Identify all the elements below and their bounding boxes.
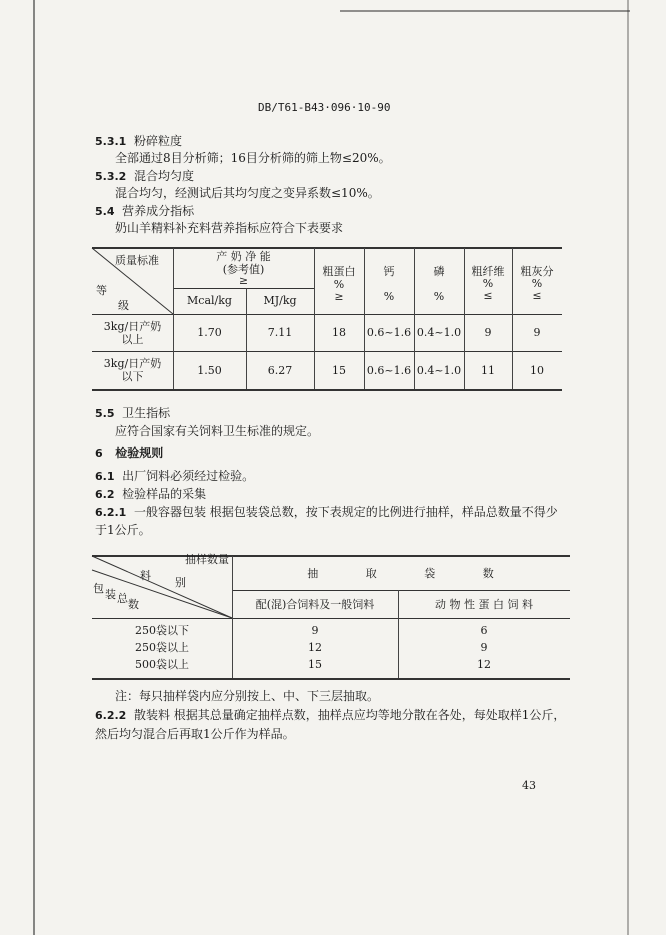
section-number: 6.2.1 bbox=[95, 506, 127, 519]
section-text: 散装料 根据其总量确定抽样点数，抽样点应均等地分散在各处，每处取样1公斤， bbox=[133, 708, 566, 722]
table-cell-animal: 12 bbox=[477, 658, 491, 671]
section-5-3-2-heading bbox=[95, 168, 194, 185]
section-6-2-2-line1 bbox=[95, 707, 565, 724]
table-row-grade: 3kg/日产奶 bbox=[103, 320, 162, 333]
table-cell-protein: 18 bbox=[332, 326, 346, 339]
section-number: 5.3.2 bbox=[95, 170, 127, 183]
table-cell-ash: 10 bbox=[530, 364, 544, 377]
sampling-note: 注：每只抽样袋内应分别按上、中、下三层抽取。 bbox=[115, 689, 380, 703]
col-phosphorus-unit: % bbox=[433, 290, 445, 303]
table-cell-compound: 9 bbox=[311, 624, 319, 637]
corner-sample-quantity-label: 抽样数量 bbox=[185, 553, 229, 566]
unit-mcal: Mcal/kg bbox=[187, 294, 232, 307]
table-cell-fiber: 9 bbox=[484, 326, 492, 339]
energy-header: 产 奶 净 能 bbox=[216, 250, 271, 263]
table-row-grade-sub: 以下 bbox=[121, 370, 144, 383]
document-code: DB/T61-B43·096·10-90 bbox=[258, 101, 391, 114]
corner-bag-total-label-4: 数 bbox=[128, 598, 139, 611]
section-number: 6.2.2 bbox=[95, 709, 127, 722]
col-ash-unit: % bbox=[531, 277, 543, 290]
table-cell-calcium: 0.6~1.6 bbox=[366, 326, 412, 339]
table-cell-animal: 9 bbox=[480, 641, 488, 654]
table-cell-mj: 7.11 bbox=[267, 326, 293, 339]
section-number: 5.3.1 bbox=[95, 135, 127, 148]
energy-header-symbol: ≥ bbox=[238, 274, 249, 287]
table-row-grade: 3kg/日产奶 bbox=[103, 357, 162, 370]
sampling-bags-header: 抽 取 袋 数 bbox=[307, 567, 495, 580]
section-5-4-heading bbox=[95, 203, 194, 220]
section-6-2-1-line2: 于1公斤。 bbox=[95, 523, 151, 537]
table-cell-mcal: 1.50 bbox=[197, 364, 222, 377]
col-compound-feed: 配(混)合饲料及一般饲料 bbox=[255, 598, 375, 611]
scan-left-edge bbox=[33, 0, 35, 935]
section-5-5-heading bbox=[95, 405, 170, 422]
col-ash-symbol: ≤ bbox=[532, 289, 542, 302]
section-text: 一般容器包装 根据包装袋总数，按下表规定的比例进行抽样，样品总数量不得少 bbox=[133, 505, 558, 519]
table-cell-compound: 12 bbox=[308, 641, 322, 654]
corner-bag-total-label-3: 总 bbox=[117, 592, 128, 605]
col-fiber-label: 粗纤维 bbox=[471, 265, 505, 278]
section-text: 出厂饲料必须经过检验。 bbox=[122, 469, 255, 483]
col-fiber-symbol: ≤ bbox=[483, 289, 493, 302]
section-number: 6.1 bbox=[95, 470, 115, 483]
section-5-3-1-heading bbox=[95, 133, 182, 150]
col-protein-label: 粗蛋白 bbox=[322, 265, 356, 278]
corner-quality-label: 质量标准 bbox=[115, 254, 159, 267]
section-6-2-1-line1 bbox=[95, 504, 558, 521]
section-title: 营养成分指标 bbox=[122, 204, 195, 218]
section-number: 6 bbox=[95, 447, 103, 460]
section-text: 检验样品的采集 bbox=[122, 487, 207, 501]
section-title: 检验规则 bbox=[115, 446, 164, 460]
table-row-label: 250袋以下 bbox=[135, 624, 189, 637]
table-row-label: 500袋以上 bbox=[135, 658, 189, 671]
table-cell-mcal: 1.70 bbox=[197, 326, 222, 339]
corner-grade-label-2: 级 bbox=[118, 299, 129, 312]
section-5-4-body: 奶山羊精料补充料营养指标应符合下表要求 bbox=[115, 221, 344, 235]
corner-bag-total-label-2: 装 bbox=[105, 588, 116, 601]
section-number: 5.4 bbox=[95, 205, 115, 218]
col-ash-label: 粗灰分 bbox=[520, 265, 554, 278]
corner-bag-total-label-1: 包 bbox=[93, 582, 104, 595]
section-5-3-1-body: 全部通过8目分析筛；16目分析筛的筛上物≤20%。 bbox=[115, 151, 391, 165]
section-number: 6.2 bbox=[95, 488, 115, 501]
section-number: 5.5 bbox=[95, 407, 115, 420]
table-row-label: 250袋以上 bbox=[135, 641, 189, 654]
col-phosphorus-label: 磷 bbox=[433, 265, 445, 278]
col-animal-protein-feed: 动 物 性 蛋 白 饲 料 bbox=[435, 598, 533, 611]
corner-feed-type-label-1: 料 bbox=[140, 569, 151, 582]
col-protein-symbol: ≥ bbox=[334, 290, 344, 303]
table-cell-ash: 9 bbox=[533, 326, 541, 339]
energy-header-note: (参考值) bbox=[222, 263, 265, 276]
corner-grade-label-1: 等 bbox=[96, 284, 107, 297]
scan-top-edge bbox=[340, 10, 630, 12]
scan-right-edge bbox=[627, 0, 629, 935]
section-6-1 bbox=[95, 468, 254, 485]
table-cell-protein: 15 bbox=[332, 364, 346, 377]
table-cell-phosphorus: 0.4~1.0 bbox=[416, 326, 462, 339]
table-cell-phosphorus: 0.4~1.0 bbox=[416, 364, 462, 377]
table-cell-fiber: 11 bbox=[481, 364, 495, 377]
table-row-grade-sub: 以上 bbox=[121, 333, 144, 346]
col-calcium-label: 钙 bbox=[383, 265, 395, 278]
section-5-5-body: 应符合国家有关饲料卫生标准的规定。 bbox=[115, 424, 320, 438]
corner-feed-type-label-2: 别 bbox=[175, 576, 186, 589]
table-cell-calcium: 0.6~1.6 bbox=[366, 364, 412, 377]
section-6-heading bbox=[95, 445, 163, 462]
page-number: 43 bbox=[522, 779, 536, 792]
section-6-2 bbox=[95, 486, 206, 503]
table-cell-mj: 6.27 bbox=[267, 364, 293, 377]
table-cell-animal: 6 bbox=[480, 624, 488, 637]
col-calcium-unit: % bbox=[383, 290, 395, 303]
section-title: 粉碎粒度 bbox=[133, 134, 182, 148]
col-protein-unit: % bbox=[333, 278, 345, 291]
unit-mj: MJ/kg bbox=[263, 294, 297, 307]
section-5-3-2-body: 混合均匀，经测试后其均匀度之变异系数≤10%。 bbox=[115, 186, 380, 200]
section-title: 卫生指标 bbox=[122, 406, 171, 420]
section-6-2-2-line2: 然后均匀混合后再取1公斤作为样品。 bbox=[95, 727, 295, 741]
col-fiber-unit: % bbox=[482, 277, 494, 290]
table-cell-compound: 15 bbox=[308, 658, 322, 671]
section-title: 混合均匀度 bbox=[133, 169, 194, 183]
